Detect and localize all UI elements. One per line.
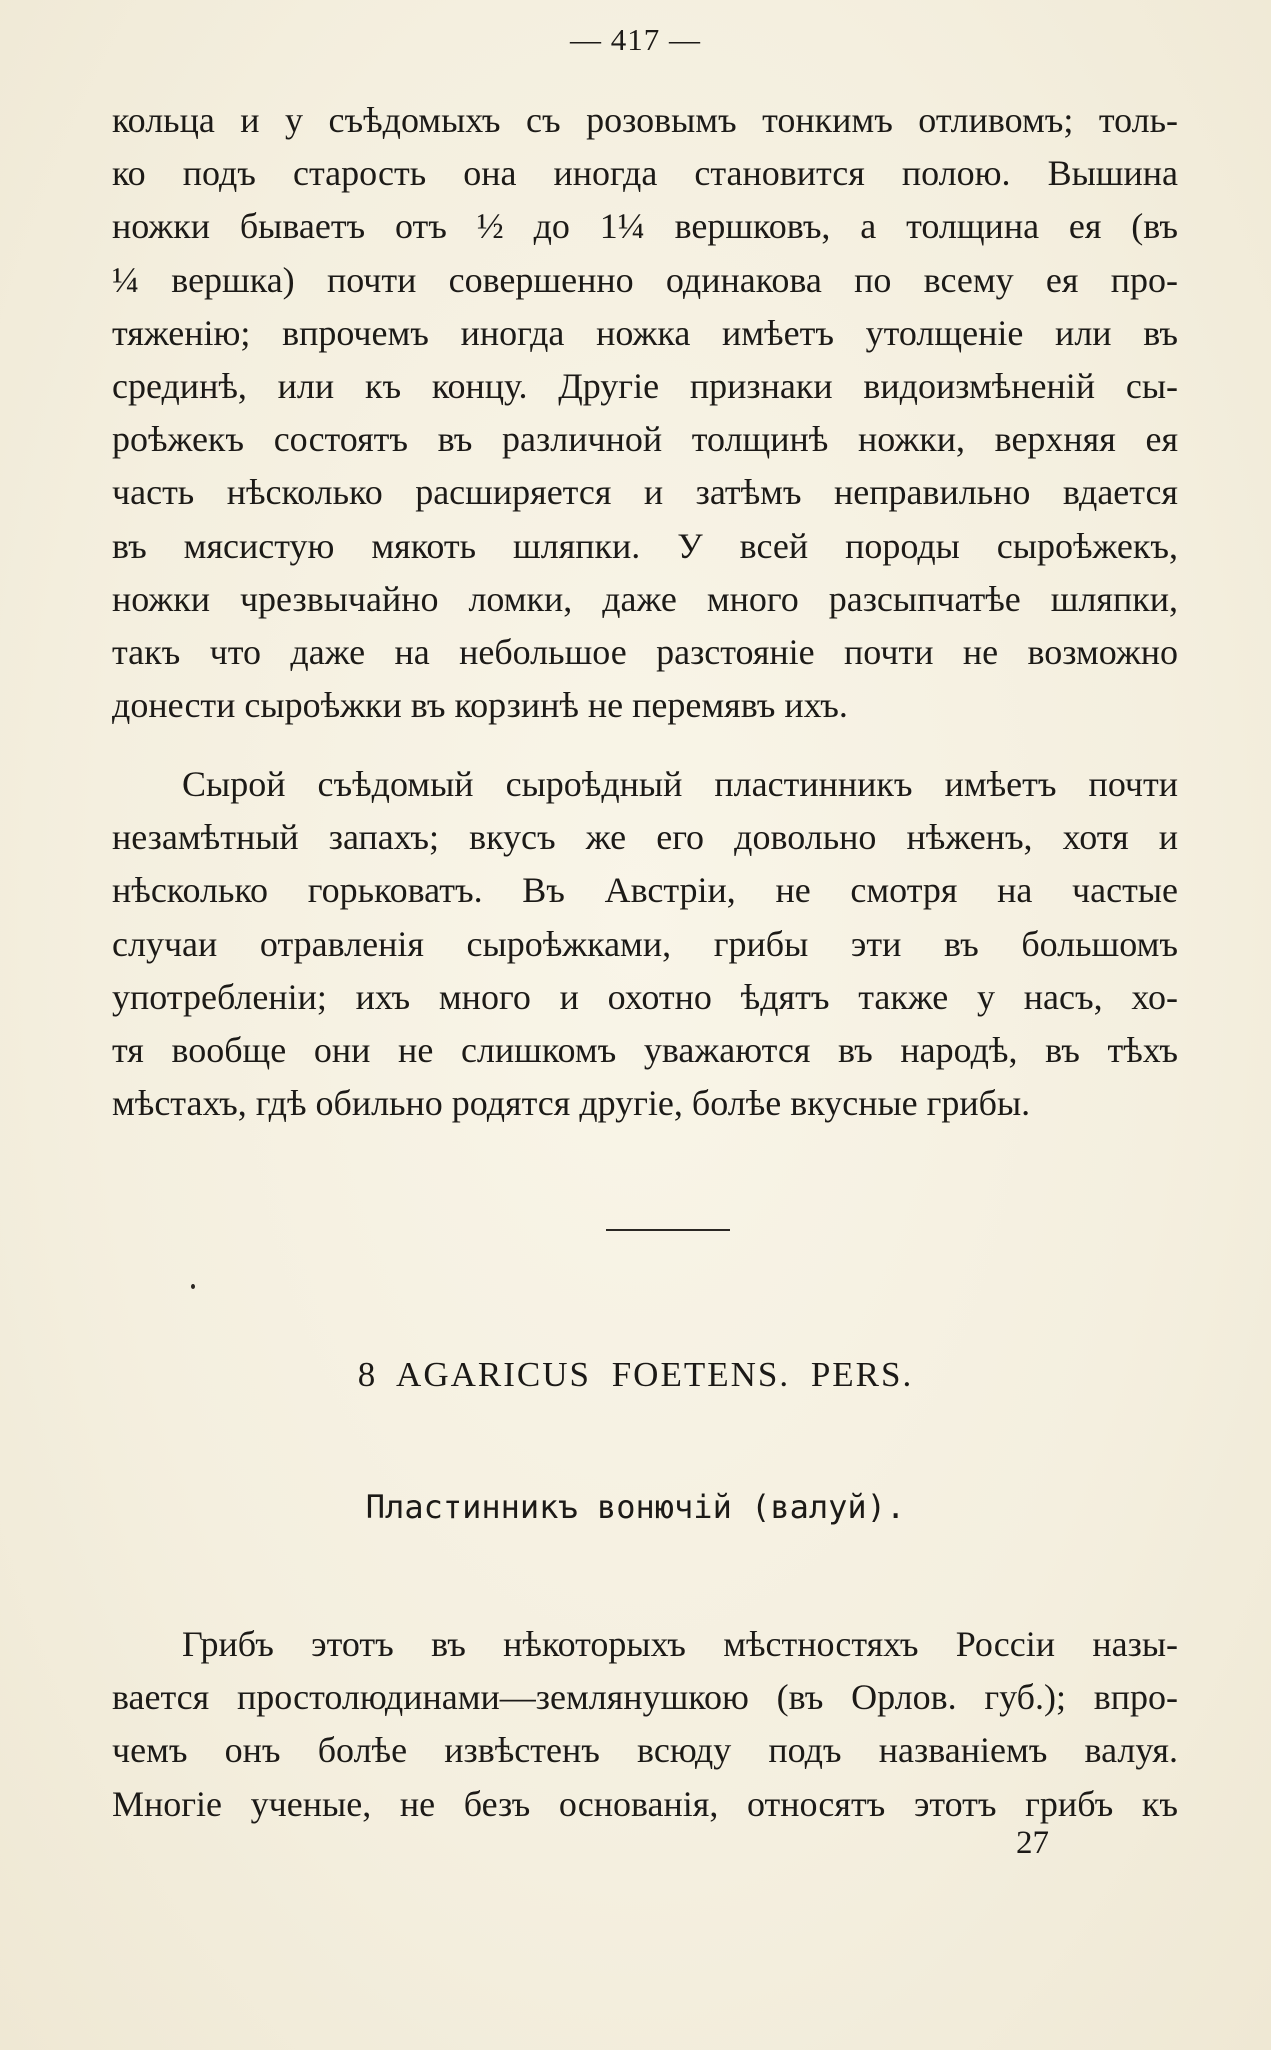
text-line: ¼ вершка) почти совершенно одинакова по всему ея про-: [112, 259, 1178, 300]
text-line: ко подъ старость она иногда становится полою. Вышина: [112, 153, 1178, 194]
text-line: срединѣ, или къ концу. Другіе признаки видоизмѣненій сы-: [112, 365, 1178, 406]
section-divider: [606, 1229, 730, 1231]
text-line: часть нѣсколько расширяется и затѣмъ неправильно вдается: [112, 472, 1178, 513]
text-line: ножки чрезвычайно ломки, даже много разсыпчатѣе шляпки,: [112, 578, 1178, 619]
text-line: кольца и у съѣдомыхъ съ розовымъ тонкимъ отливомъ; толь-: [112, 100, 1178, 140]
ink-speck: [191, 1284, 195, 1289]
paragraph-3: [112, 1618, 1178, 1831]
paragraph-1: [112, 94, 1178, 732]
text-line: тя вообще они не слишкомъ уважаются въ народѣ, въ тѣхъ: [112, 1029, 1178, 1070]
text-line: Сырой съѣдомый сыроѣдный пластинникъ имѣетъ почти: [182, 764, 1178, 804]
text-line: въ мясистую мякоть шляпки. У всей породы сыроѣжекъ,: [112, 525, 1178, 566]
text-line: Грибъ этотъ въ нѣкоторыхъ мѣстностяхъ Россіи назы-: [182, 1624, 1178, 1664]
text-line: роѣжекъ состоятъ въ различной толщинѣ ножки, верхняя ея: [112, 419, 1178, 460]
signature-mark: 27: [1016, 1825, 1049, 1861]
text-line: незамѣтный запахъ; вкусъ же его довольно нѣженъ, хотя и: [112, 817, 1178, 858]
text-line: ножки бываетъ отъ ½ до 1¼ вершковъ, а толщина ея (въ: [112, 206, 1178, 247]
text-line: чемъ онъ болѣе извѣстенъ всюду подъ названіемъ валуя.: [112, 1730, 1178, 1771]
text-line: Многіе ученые, не безъ основанія, относятъ этотъ грибъ къ: [112, 1783, 1178, 1824]
text-line: нѣсколько горьковатъ. Въ Австріи, не смотря на частые: [112, 870, 1178, 911]
text-line: случаи отравленія сыроѣжками, грибы эти въ большомъ: [112, 923, 1178, 964]
text-line: употребленіи; ихъ много и охотно ѣдятъ также у насъ, хо-: [112, 976, 1178, 1017]
page-number: — 417 —: [570, 22, 701, 57]
section-subtitle: Пластинникъ вонючій (валуй).: [365, 1488, 906, 1526]
text-line: такъ что даже на небольшое разстояніе почти не возможно: [112, 631, 1178, 672]
section-title: 8 AGARICUS FOETENS. PERS.: [357, 1355, 914, 1394]
paragraph-2: [112, 758, 1178, 1130]
text-line: тяженію; впрочемъ иногда ножка имѣетъ утолщеніе или въ: [112, 312, 1178, 353]
text-line: донести сыроѣжки въ корзинѣ не перемявъ ихъ.: [112, 685, 848, 726]
text-line: вается простолюдинами—землянушкою (въ Орлов. губ.); впро-: [112, 1677, 1178, 1718]
text-line: мѣстахъ, гдѣ обильно родятся другіе, болѣе вкусные грибы.: [112, 1083, 1031, 1124]
